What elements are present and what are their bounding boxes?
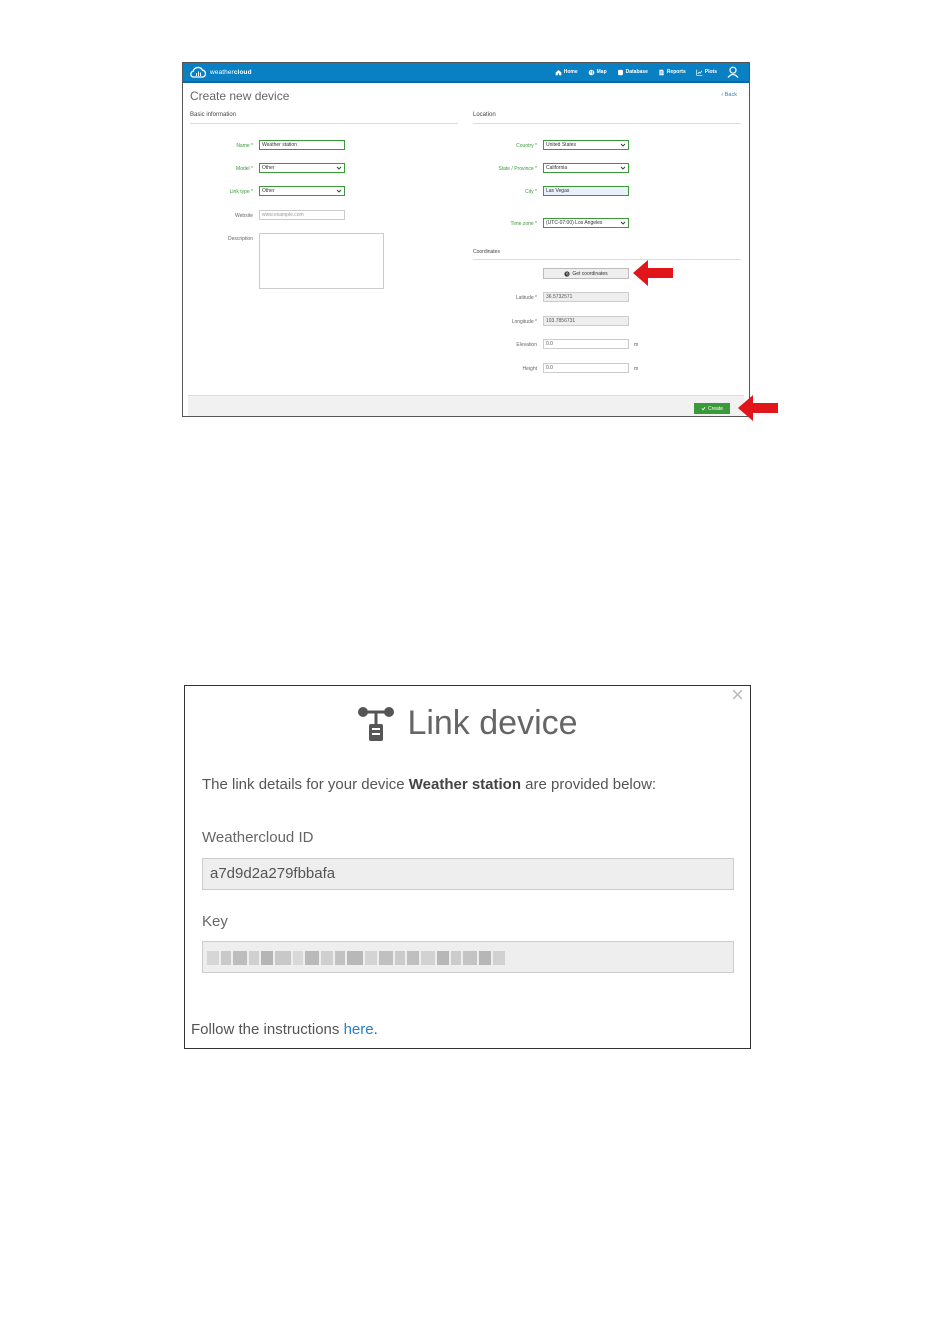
nav-plots-label: Plots xyxy=(704,69,717,75)
logo-text-light: weather xyxy=(210,68,234,76)
state-select-value: California xyxy=(546,165,568,171)
create-button[interactable] xyxy=(694,403,730,414)
longitude-input: 103.7856731 xyxy=(543,316,629,326)
get-coordinates-button[interactable] xyxy=(543,268,629,279)
weathercloud-id-field[interactable]: a7d9d2a279fbbafa xyxy=(202,858,734,890)
elevation-label: Elevation xyxy=(516,342,537,348)
location-heading: Location xyxy=(473,112,496,118)
link-type-select[interactable] xyxy=(259,186,345,196)
divider xyxy=(473,123,741,124)
intro-suffix: are provided below: xyxy=(521,776,657,793)
country-select-value: United States xyxy=(546,142,577,148)
city-input[interactable]: Las Vegas xyxy=(543,186,629,196)
follow-instructions xyxy=(191,1021,378,1038)
intro-text xyxy=(202,776,656,793)
instructions-link[interactable]: here xyxy=(343,1021,374,1038)
nav-home[interactable] xyxy=(555,69,578,76)
back-link-label: Back xyxy=(724,92,737,98)
key-field[interactable] xyxy=(202,941,734,973)
nav-map[interactable] xyxy=(588,69,607,76)
globe-icon xyxy=(564,271,570,277)
check-icon xyxy=(701,406,706,411)
latitude-label: Latitude * xyxy=(515,295,537,301)
latitude-input: 36.5732571 xyxy=(543,292,629,302)
database-icon xyxy=(617,69,624,76)
height-unit: m xyxy=(634,366,639,372)
state-label: State / Province * xyxy=(498,166,537,172)
arrow-left-icon xyxy=(737,393,779,423)
chevron-down-icon xyxy=(336,188,342,194)
country-label: Country * xyxy=(516,143,537,149)
basic-information-heading: Basic information xyxy=(190,112,237,118)
dialog-title-text: Link device xyxy=(407,704,578,742)
nav-home-label: Home xyxy=(563,69,578,75)
logo-text-bold: cloud xyxy=(233,68,252,76)
close-icon[interactable]: × xyxy=(731,682,744,707)
user-avatar-icon[interactable] xyxy=(727,66,739,78)
dialog-title xyxy=(185,704,750,743)
cloud-logo-icon xyxy=(189,66,207,78)
elevation-input[interactable]: 0.0 xyxy=(543,339,629,349)
key-label: Key xyxy=(202,913,228,930)
nav-map-label: Map xyxy=(596,69,607,75)
time-zone-select[interactable] xyxy=(543,218,629,228)
time-zone-select-value: (UTC-07:00) Los Angeles xyxy=(546,220,603,226)
nav-database-label: Database xyxy=(625,69,648,75)
follow-suffix: . xyxy=(373,1021,378,1038)
model-select[interactable] xyxy=(259,163,345,173)
website-input[interactable]: www.example.com xyxy=(259,210,345,220)
name-label: Name * xyxy=(236,143,253,149)
main-nav xyxy=(555,63,739,81)
create-button-label: Create xyxy=(707,405,723,412)
description-textarea[interactable] xyxy=(259,233,384,289)
city-label: City * xyxy=(525,189,537,195)
chevron-down-icon xyxy=(620,165,626,171)
website-label: Website xyxy=(235,213,253,219)
chevron-down-icon xyxy=(336,165,342,171)
divider xyxy=(190,123,458,124)
divider xyxy=(473,259,741,260)
arrow-left-icon xyxy=(632,258,674,288)
back-link[interactable]: ‹ Back xyxy=(721,92,737,98)
model-label: Model * xyxy=(236,166,253,172)
create-device-screenshot xyxy=(182,62,750,417)
chevron-down-icon xyxy=(620,142,626,148)
description-label: Description xyxy=(227,236,253,242)
chevron-down-icon xyxy=(620,220,626,226)
nav-reports[interactable] xyxy=(658,69,686,76)
time-zone-label: Time zone * xyxy=(510,221,537,227)
chart-icon xyxy=(696,69,703,76)
coordinates-heading: Coordinates xyxy=(473,249,500,255)
longitude-label: Longitude * xyxy=(511,319,537,325)
height-input[interactable]: 0.0 xyxy=(543,363,629,373)
get-coordinates-label: Get coordinates xyxy=(572,270,608,277)
globe-icon xyxy=(588,69,595,76)
link-type-select-value: Other xyxy=(262,188,275,194)
home-icon xyxy=(555,69,562,76)
redacted-key xyxy=(207,951,505,965)
link-device-dialog xyxy=(184,682,751,1049)
nav-database[interactable] xyxy=(617,69,648,76)
nav-plots[interactable] xyxy=(696,69,717,76)
state-select[interactable] xyxy=(543,163,629,173)
device-name: Weather station xyxy=(408,776,522,793)
model-select-value: Other xyxy=(262,165,275,171)
elevation-unit: m xyxy=(634,342,639,348)
weather-station-icon xyxy=(357,706,395,742)
form-footer xyxy=(188,395,744,416)
page-title: Create new device xyxy=(190,89,290,103)
intro-prefix: The link details for your device xyxy=(202,776,409,793)
report-icon xyxy=(658,69,665,76)
weathercloud-id-label: Weathercloud ID xyxy=(202,829,314,846)
country-select[interactable] xyxy=(543,140,629,150)
top-navbar xyxy=(183,63,749,83)
link-type-label: Link type * xyxy=(229,189,253,195)
height-label: Height xyxy=(522,366,537,372)
name-input[interactable]: Weather station xyxy=(259,140,345,150)
weathercloud-logo[interactable] xyxy=(189,65,252,79)
nav-reports-label: Reports xyxy=(666,69,686,75)
follow-prefix: Follow the instructions xyxy=(191,1021,344,1038)
